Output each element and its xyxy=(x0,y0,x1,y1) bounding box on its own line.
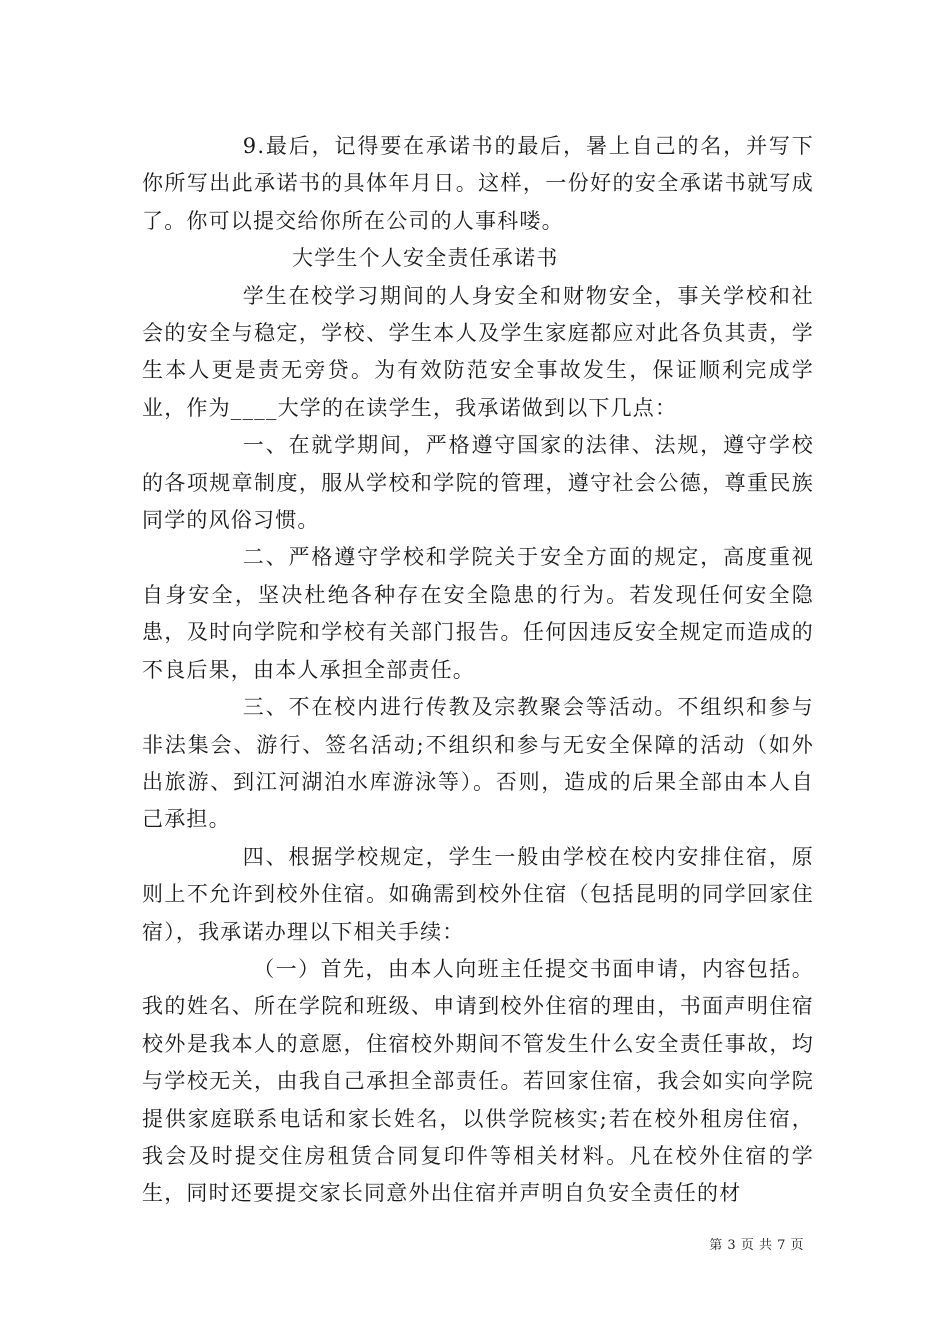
paragraph-clause-3: 三、不在校内进行传教及宗教聚会等活动。不组织和参与非法集会、游行、签名活动;不组织和参与无安全保障的活动（如外出旅游、到江河湖泊水库游泳等）。否则，造成的后果全部由本人自己承担。 xyxy=(142,695,814,832)
paragraph-subclause-1: （一）首先，由本人向班主任提交书面申请，内容包括。我的姓名、所在学院和班级、申请到校外住宿的理由，书面声明住宿校外是我本人的意愿，住宿校外期间不管发生什么安全责任事故，均与学校无关，由我自己承担全部责任。若回家住宿，我会如实向学院提供家庭联系电话和家长姓名，以供学院核实;若在校外租房住宿，我会及时提交住房租赁合同复印件等相关材料。凡在校外住宿的学生，同时还要提交家长同意外出住宿并声明自负安全责任的材 xyxy=(142,956,814,1206)
paragraph-clause-2: 二、严格遵守学校和学院关于安全方面的规定，高度重视自身安全，坚决杜绝各种存在安全隐患的行为。若发现任何安全隐患，及时向学院和学校有关部门报告。任何因违反安全规定而造成的不良后果，由本人承担全部责任。 xyxy=(142,545,814,682)
paragraph-preamble: 学生在校学习期间的人身安全和财物安全，事关学校和社会的安全与稳定，学校、学生本人及学生家庭都应对此各负其责，学生本人更是责无旁贷。为有效防范安全事故发生，保证顺利完成学业，作为____大学的在读学生，我承诺做到以下几点： xyxy=(142,283,814,420)
paragraph-clause-4: 四、根据学校规定，学生一般由学校在校内安排住宿，原则上不允许到校外住宿。如确需到校外住宿（包括昆明的同学回家住宿），我承诺办理以下相关手续： xyxy=(142,844,814,944)
document-title: 大学生个人安全责任承诺书 xyxy=(292,246,559,271)
paragraph-clause-1: 一、在就学期间，严格遵守国家的法律、法规，遵守学校的各项规章制度，服从学校和学院的管理，遵守社会公德，尊重民族同学的风俗习惯。 xyxy=(142,433,814,533)
intro-paragraph: 9.最后，记得要在承诺书的最后，暑上自己的名，并写下你所写出此承诺书的具体年月日。这样，一份好的安全承诺书就写成了。你可以提交给你所在公司的人事科喽。 xyxy=(142,134,814,233)
page-number-footer: 第 3 页 共 7 页 xyxy=(709,1238,804,1253)
document-body xyxy=(142,128,814,1213)
